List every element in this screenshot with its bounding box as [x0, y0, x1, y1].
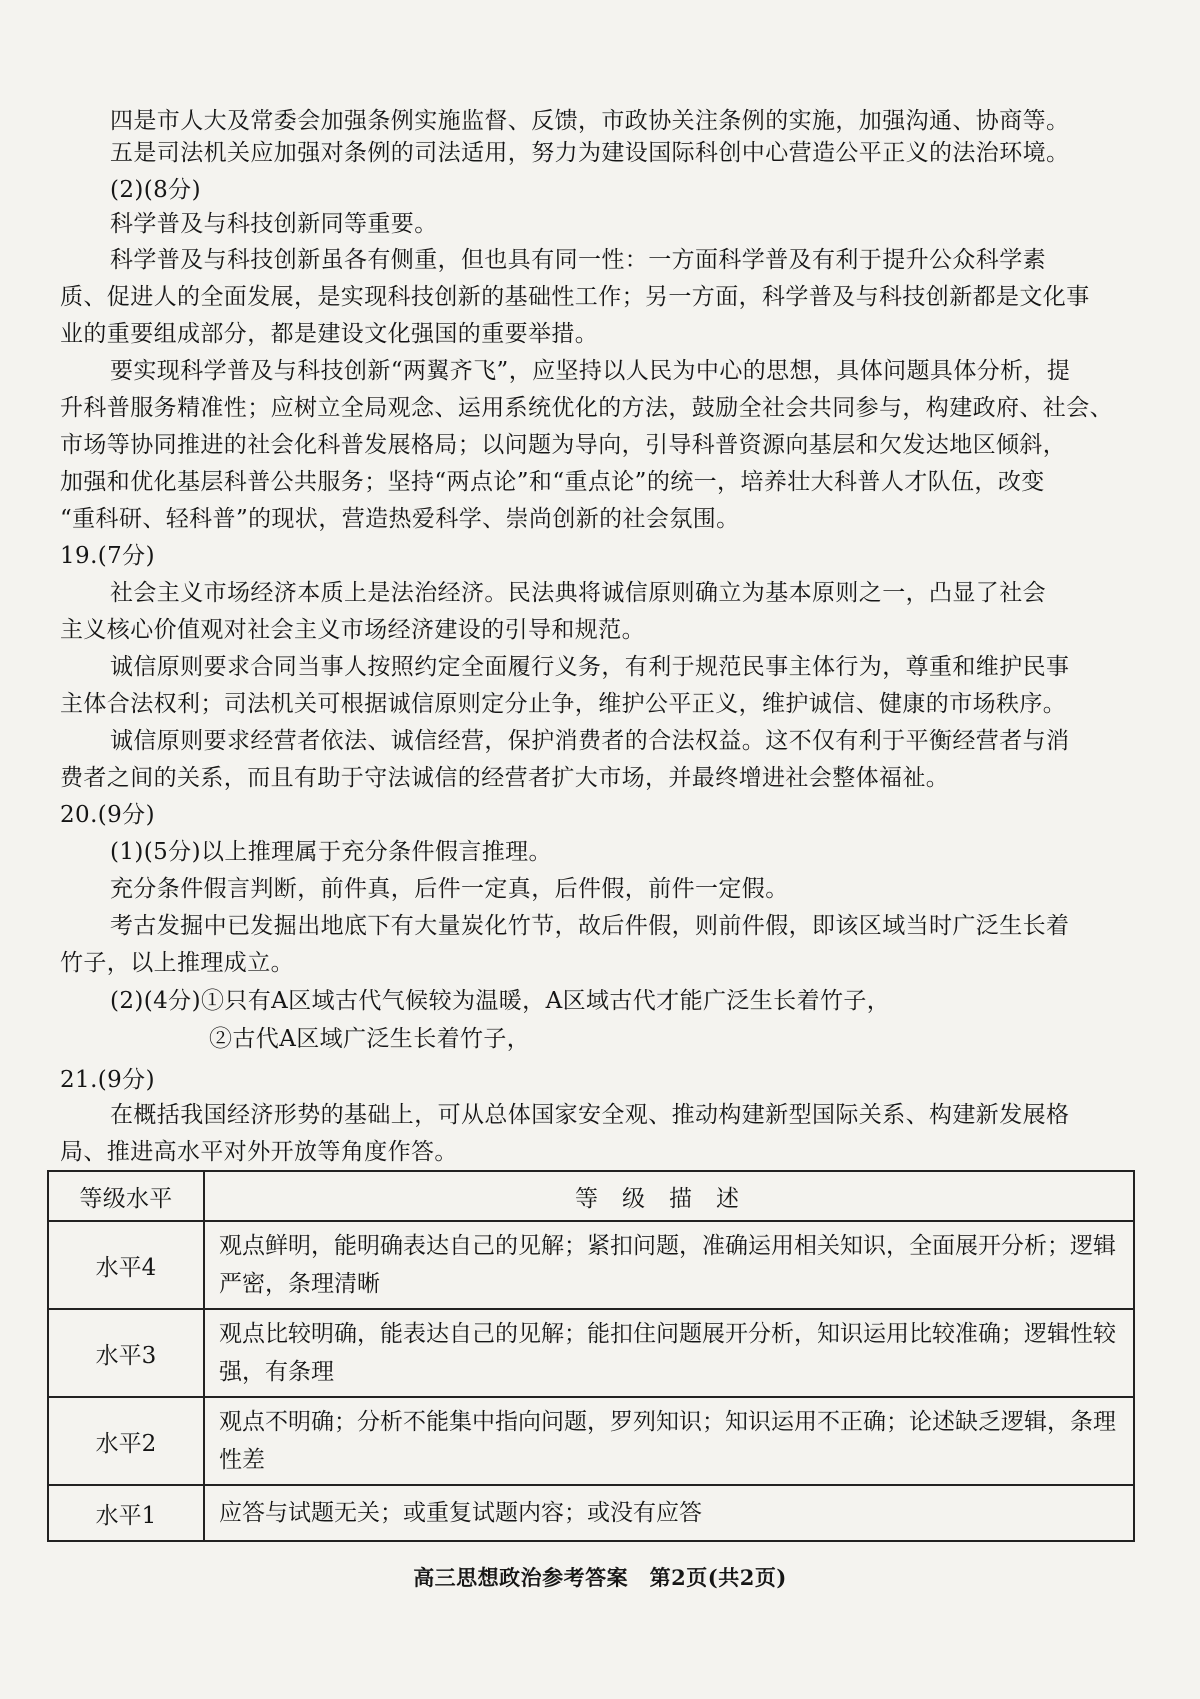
- paragraph-line: 诚信原则要求经营者依法、诚信经营，保护消费者的合法权益。这不仅有利于平衡经营者与消: [110, 728, 1070, 754]
- description-cell: 观点不明确；分析不能集中指向问题，罗列知识；知识运用不正确；论述缺乏逻辑，条理性差: [204, 1397, 1134, 1485]
- paragraph-line: 考古发掘中已发掘出地底下有大量炭化竹节，故后件假，则前件假，即该区域当时广泛生长着: [110, 913, 1070, 939]
- level-cell: 水平4: [48, 1221, 204, 1309]
- question-heading: 21.(9分): [60, 1067, 155, 1093]
- paragraph-line: 充分条件假言判断，前件真，后件一定真，后件假，前件一定假。: [110, 876, 789, 902]
- paragraph-line: 竹子，以上推理成立。: [60, 950, 294, 976]
- paragraph-line: 局、推进高水平对外开放等角度作答。: [60, 1139, 458, 1165]
- page-footer: 高三思想政治参考答案 第2页(共2页): [413, 1565, 787, 1590]
- paragraph-line: 社会主义市场经济本质上是法治经济。民法典将诚信原则确立为基本原则之一，凸显了社会: [110, 580, 1046, 606]
- table-row: [48, 1397, 1134, 1485]
- paragraph-line: 五是司法机关应加强对条例的司法适用，努力为建设国际科创中心营造公平正义的法治环境。: [110, 140, 1070, 166]
- paragraph-line: 主体合法权利；司法机关可根据诚信原则定分止争，维护公平正义，维护诚信、健康的市场秩序。: [60, 691, 1067, 717]
- paragraph-line: 费者之间的关系，而且有助于守法诚信的经营者扩大市场，并最终增进社会整体福祉。: [60, 765, 950, 791]
- paragraph-line: 业的重要组成部分，都是建设文化强国的重要举措。: [60, 321, 599, 347]
- paragraph-line: 加强和优化基层科普公共服务；坚持“两点论”和“重点论”的统一，培养壮大科普人才队伍，改变: [60, 469, 1045, 495]
- level-cell: 水平1: [48, 1485, 204, 1541]
- description-cell: 观点比较明确，能表达自己的见解；能扣住问题展开分析，知识运用比较准确；逻辑性较强，有条理: [204, 1309, 1134, 1397]
- paragraph-line: 市场等协同推进的社会化科普发展格局；以问题为导向，引导科普资源向基层和欠发达地区倾斜，: [60, 432, 1067, 458]
- table-header-row: [48, 1171, 1134, 1221]
- table-row: [48, 1221, 1134, 1309]
- paragraph-line: 升科普服务精准性；应树立全局观念、运用系统优化的方法，鼓励全社会共同参与，构建政府、社会、: [60, 395, 1113, 421]
- question-heading: 20.(9分): [60, 802, 155, 828]
- header-level: 等级水平: [48, 1171, 204, 1221]
- level-cell: 水平2: [48, 1397, 204, 1485]
- question-heading: 19.(7分): [60, 543, 155, 569]
- paragraph-line: (1)(5分)以上推理属于充分条件假言推理。: [110, 839, 552, 865]
- table-row: [48, 1485, 1134, 1541]
- paragraph-line: 在概括我国经济形势的基础上，可从总体国家安全观、推动构建新型国际关系、构建新发展格: [110, 1102, 1070, 1128]
- header-description: 等级描述: [204, 1171, 1134, 1221]
- description-cell: 应答与试题无关；或重复试题内容；或没有应答: [204, 1485, 1134, 1541]
- paragraph-line: 科学普及与科技创新虽各有侧重，但也具有同一性：一方面科学普及有利于提升公众科学素: [110, 247, 1046, 273]
- paragraph-line: “重科研、轻科普”的现状，营造热爱科学、崇尚创新的社会氛围。: [60, 506, 740, 532]
- table-row: [48, 1309, 1134, 1397]
- paragraph-line: 诚信原则要求合同当事人按照约定全面履行义务，有利于规范民事主体行为，尊重和维护民事: [110, 654, 1070, 680]
- question-part-label: (2)(8分): [110, 177, 201, 203]
- paragraph-line: ②古代A区域广泛生长着竹子，: [209, 1026, 531, 1052]
- paragraph-line: 主义核心价值观对社会主义市场经济建设的引导和规范。: [60, 617, 645, 643]
- paragraph-line: (2)(4分)①只有A区域古代气候较为温暖，A区域古代才能广泛生长着竹子，: [110, 988, 891, 1014]
- paragraph-line: 四是市人大及常委会加强条例实施监督、反馈，市政协关注条例的实施，加强沟通、协商等。: [110, 108, 1070, 134]
- description-cell: 观点鲜明，能明确表达自己的见解；紧扣问题，准确运用相关知识，全面展开分析；逻辑严密，条理清晰: [204, 1221, 1134, 1309]
- level-cell: 水平3: [48, 1309, 204, 1397]
- paragraph-line: 质、促进人的全面发展，是实现科技创新的基础性工作；另一方面，科学普及与科技创新都是文化事: [60, 284, 1090, 310]
- paragraph-line: 要实现科学普及与科技创新“两翼齐飞”，应坚持以人民为中心的思想，具体问题具体分析，提: [110, 358, 1071, 384]
- grading-table: [47, 1170, 1135, 1542]
- paragraph-line: 科学普及与科技创新同等重要。: [110, 211, 438, 237]
